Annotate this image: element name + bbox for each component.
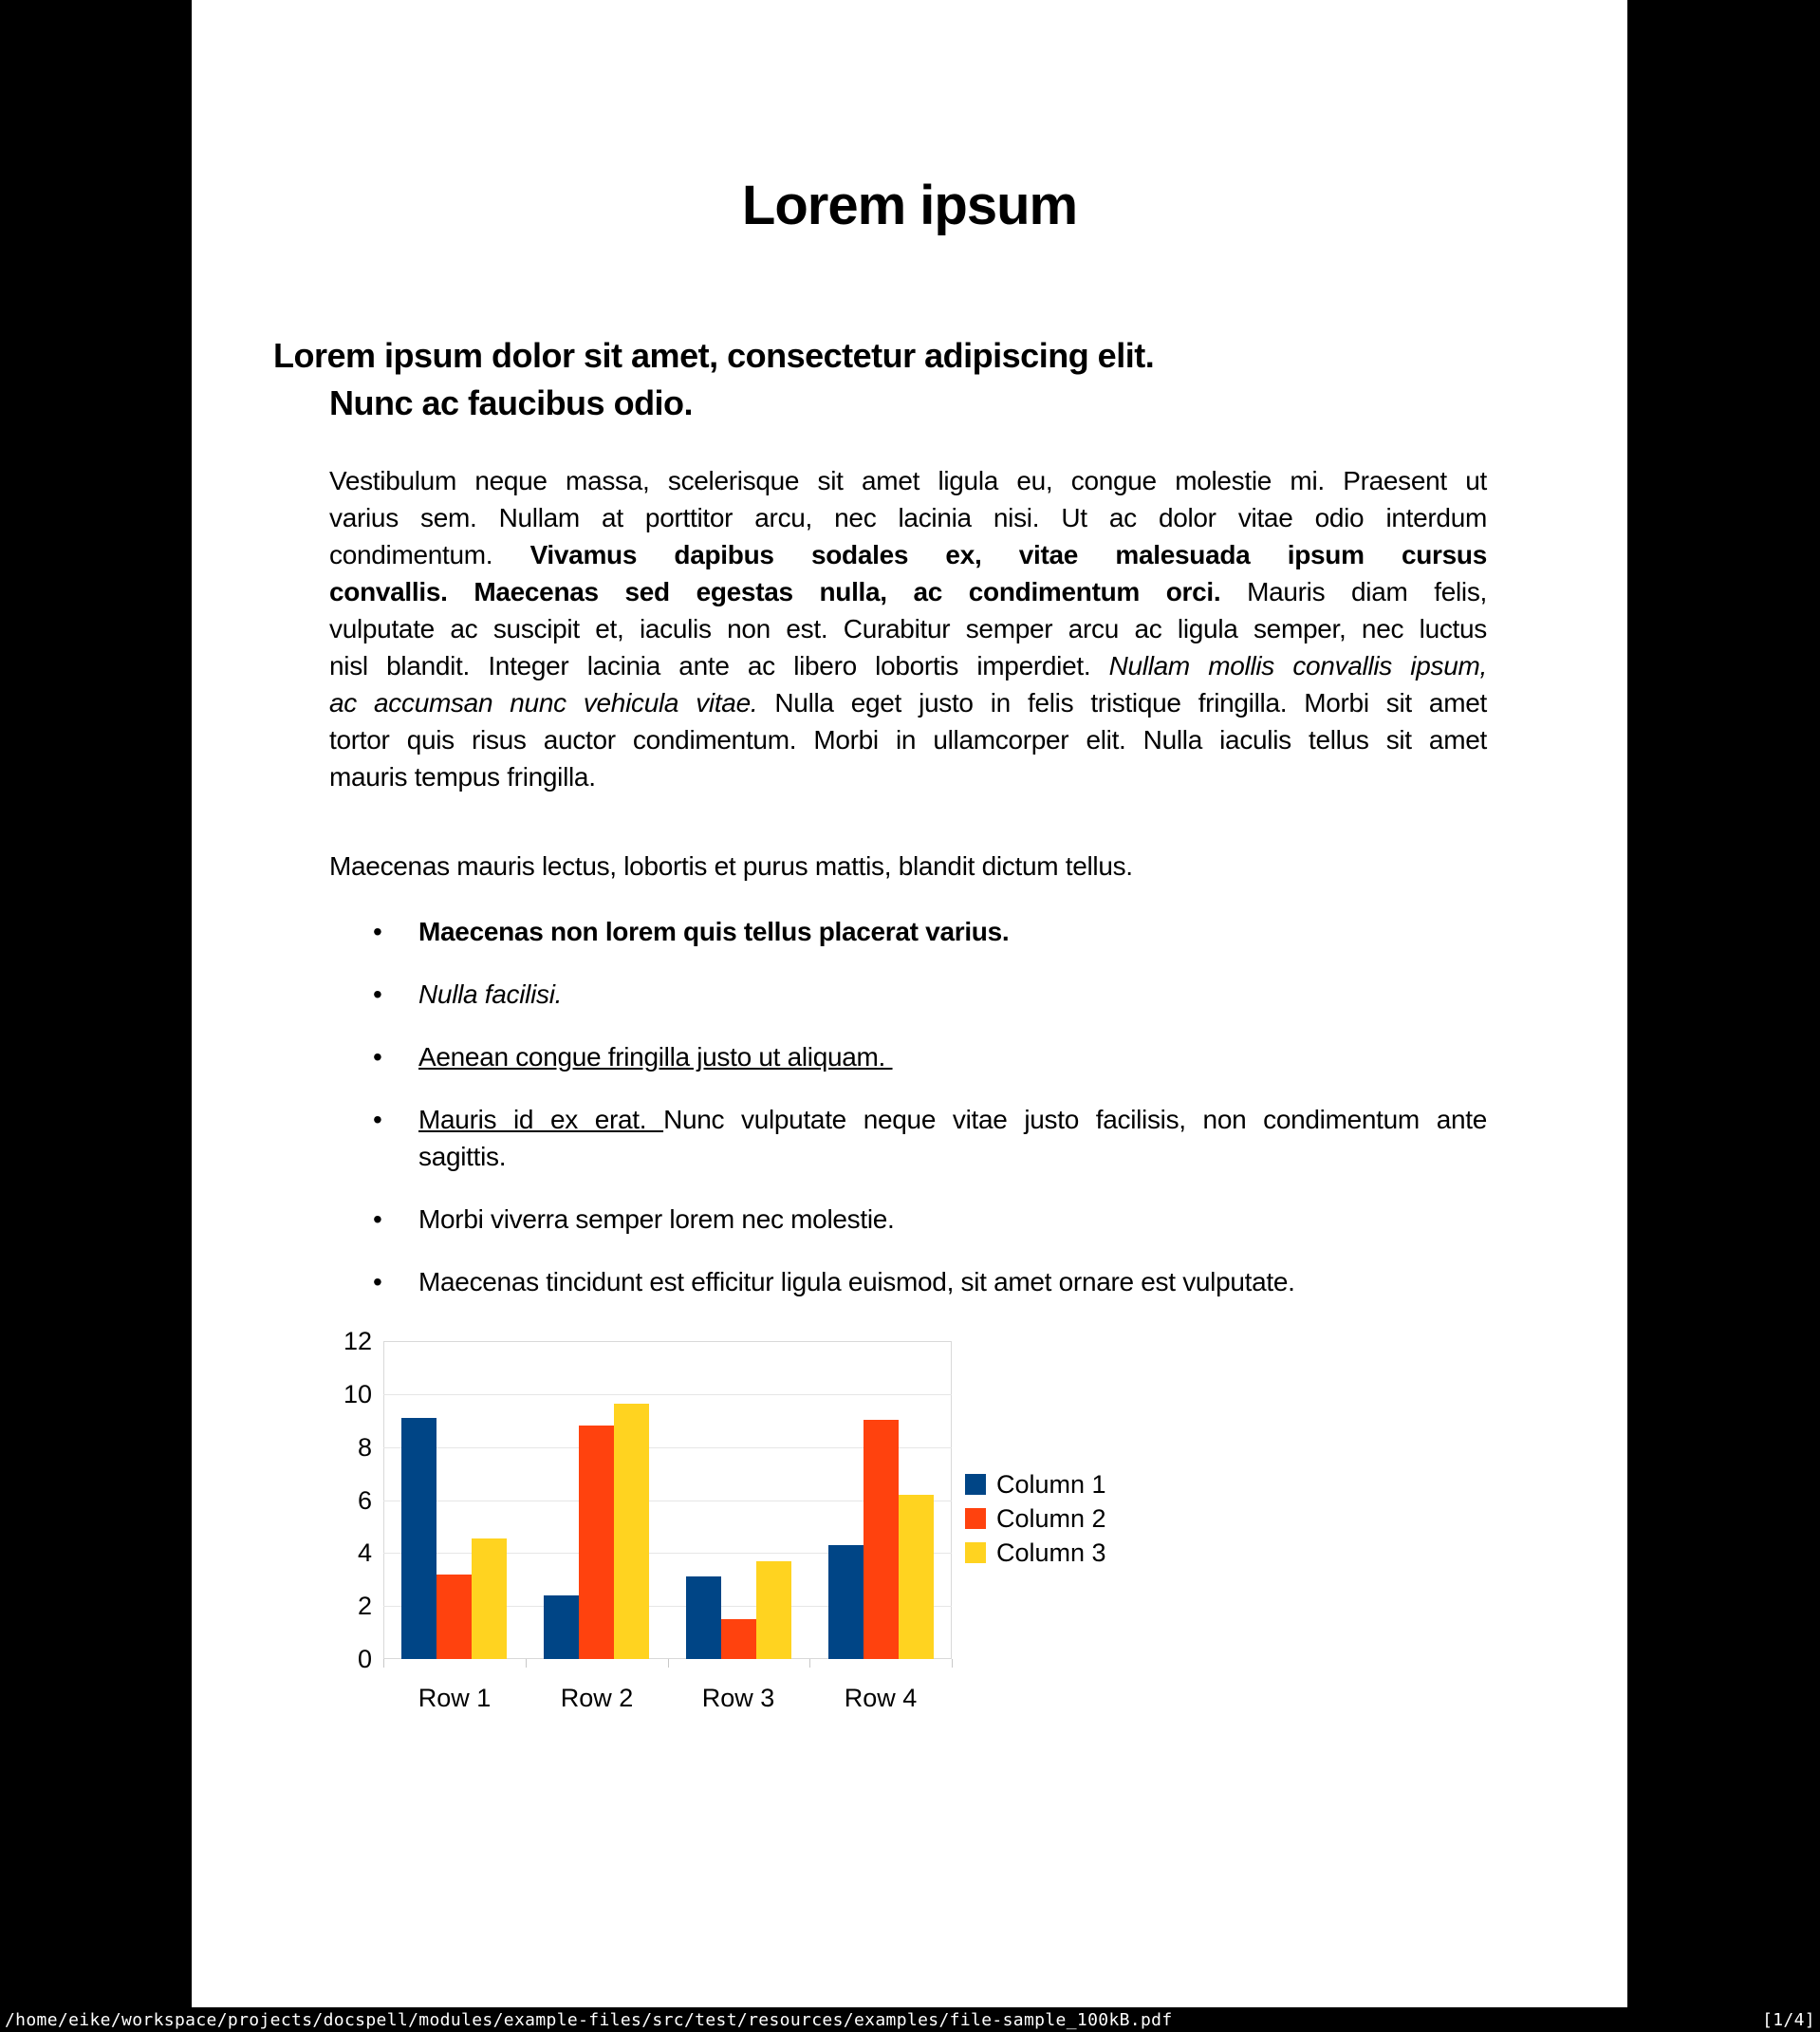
x-axis-label: Row 1 [418, 1684, 492, 1712]
legend-swatch [965, 1508, 986, 1529]
bar-row3-column1 [686, 1576, 721, 1659]
text-segment: Mauris id ex erat. [418, 1105, 664, 1134]
text-line [329, 462, 1487, 499]
bar-row2-column1 [544, 1595, 579, 1659]
text-line [418, 1101, 1487, 1138]
legend-swatch [965, 1474, 986, 1495]
text-segment: nisl blandit. Integer lacinia ante ac libero lobortis imperdiet. [329, 651, 1109, 680]
text-line [418, 1263, 1487, 1300]
text-line [329, 610, 1487, 647]
x-axis-label: Row 3 [701, 1684, 775, 1712]
x-axis-label: Row 4 [844, 1684, 918, 1712]
text-segment: condimentum. [329, 540, 530, 569]
text-line [329, 758, 1487, 795]
axis-tick [809, 1659, 810, 1668]
text-segment: Maecenas tincidunt est efficitur ligula euismod, sit amet ornare est vulputate. [418, 1267, 1295, 1296]
legend-label: Column 3 [996, 1538, 1106, 1567]
bar-row1-column2 [436, 1575, 472, 1659]
heading-line: Lorem ipsum dolor sit amet, consectetur adipiscing elit. [273, 336, 1155, 375]
y-axis-label: 12 [343, 1327, 372, 1355]
text-line [418, 913, 1487, 950]
bar-row1-column1 [401, 1418, 436, 1659]
legend-swatch [965, 1542, 986, 1563]
document-title: Lorem ipsum [741, 175, 1078, 236]
bar-row2-column2 [579, 1426, 614, 1659]
bullet-item [329, 1201, 1487, 1238]
status-bar [0, 2007, 1820, 2032]
bar-row1-column3 [472, 1538, 507, 1659]
text-segment: ac accumsan nunc vehicula vitae. [329, 688, 775, 718]
file-path: /home/eike/workspace/projects/docspell/modules/example-files/src/test/resources/examples/file-sample_100kB.pdf [5, 2009, 1173, 2030]
y-axis-label: 2 [357, 1592, 372, 1620]
bar-row4-column1 [828, 1545, 864, 1659]
bullet-item [329, 1101, 1487, 1175]
bar-row3-column2 [721, 1619, 756, 1659]
paragraph-1 [329, 462, 1487, 795]
text-segment: Mauris diam felis, [1247, 577, 1487, 606]
bullet-list [329, 913, 1487, 1326]
bar-row4-column2 [864, 1420, 899, 1659]
text-segment: Maecenas non lorem quis tellus placerat varius. [418, 917, 1010, 946]
y-axis-label: 0 [357, 1645, 372, 1673]
page-indicator: [1/4] [1762, 2009, 1815, 2030]
text-segment: mauris tempus fringilla. [329, 762, 596, 792]
bar-row4-column3 [899, 1495, 934, 1659]
text-line [329, 721, 1487, 758]
text-segment: vulputate ac suscipit et, iaculis non est. Curabitur semper arcu ac ligula semper, nec luctus [329, 614, 1487, 643]
bullet-item [329, 1038, 1487, 1075]
x-axis-label: Row 2 [560, 1684, 634, 1712]
bar-row2-column3 [614, 1404, 649, 1659]
bar-row3-column3 [756, 1561, 791, 1659]
text-segment: convallis. Maecenas sed egestas nulla, ac condimentum orci. [329, 577, 1248, 606]
gridline [383, 1394, 952, 1395]
text-segment: varius sem. Nullam at porttitor arcu, nec lacinia nisi. Ut ac dolor vitae odio interdum [329, 503, 1487, 532]
legend-label: Column 1 [996, 1470, 1106, 1499]
section-heading [273, 332, 1545, 427]
axis-tick [952, 1659, 953, 1668]
text-segment: Morbi viverra semper lorem nec molestie. [418, 1204, 895, 1234]
text-line [418, 1201, 1487, 1238]
bullet-item [329, 1263, 1487, 1300]
text-line [418, 1038, 1487, 1075]
text-segment: Vestibulum neque massa, scelerisque sit amet ligula eu, congue molestie mi. Praesent ut [329, 466, 1487, 495]
text-segment: Nunc vulputate neque vitae justo facilisis, non condimentum ante [663, 1105, 1488, 1134]
text-segment: sagittis. [418, 1142, 507, 1171]
text-line [329, 536, 1487, 573]
text-line [418, 1138, 1487, 1175]
legend-label: Column 2 [996, 1504, 1106, 1533]
text-line [329, 499, 1487, 536]
heading-line: Nunc ac faucibus odio. [329, 383, 694, 422]
text-segment: Nulla eget justo in felis tristique fringilla. Morbi sit amet [774, 688, 1487, 718]
paragraph-2: Maecenas mauris lectus, lobortis et purus mattis, blandit dictum tellus. [329, 851, 1133, 881]
axis-tick [668, 1659, 669, 1668]
y-axis-label: 8 [357, 1433, 372, 1462]
text-line [329, 573, 1487, 610]
bullet-item [329, 976, 1487, 1013]
text-segment: Aenean congue fringilla justo ut aliquam. [418, 1042, 893, 1072]
text-segment: Vivamus dapibus sodales ex, vitae malesuada ipsum cursus [529, 540, 1487, 569]
bar-chart [192, 1319, 1627, 1746]
bullet-item [329, 913, 1487, 950]
text-segment: Nullam mollis convallis ipsum, [1108, 651, 1487, 680]
text-line [329, 684, 1487, 721]
y-axis-label: 10 [343, 1380, 372, 1408]
document-page[interactable] [192, 0, 1627, 2007]
y-axis-label: 6 [357, 1486, 372, 1515]
text-segment: Nulla facilisi. [418, 979, 563, 1009]
text-segment: tortor quis risus auctor condimentum. Morbi in ullamcorper elit. Nulla iaculis tellus sit amet [329, 725, 1487, 755]
axis-tick [383, 1659, 384, 1668]
text-line [329, 647, 1487, 684]
text-line [418, 976, 1487, 1013]
axis-tick [526, 1659, 527, 1668]
y-axis-label: 4 [357, 1538, 372, 1567]
